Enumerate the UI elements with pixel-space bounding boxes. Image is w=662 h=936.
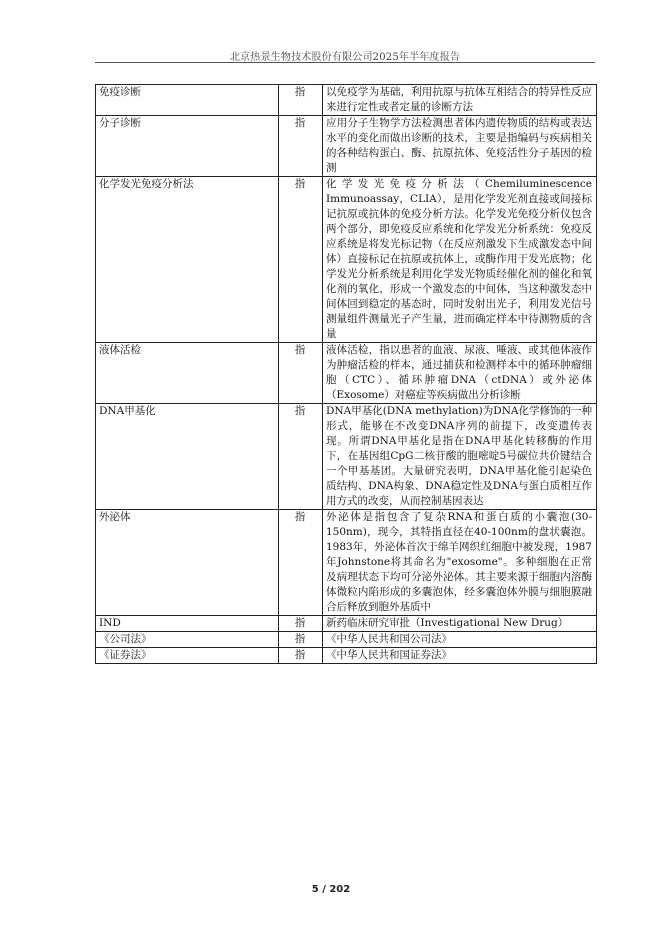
table-row [96,404,597,510]
term-cell: 化学发光免疫分析法 [96,177,279,343]
term-cell: DNA甲基化 [96,404,279,510]
table-row [96,343,597,404]
table-row [96,510,597,616]
term-cell: 免疫诊断 [96,85,279,116]
table-row [96,616,597,632]
table-row [96,85,597,116]
refer-cell: 指 [279,616,323,632]
header-rule [95,62,595,63]
term-cell: 分子诊断 [96,116,279,177]
table-row [96,648,597,664]
refer-cell: 指 [279,116,323,177]
refer-cell: 指 [279,177,323,343]
definitions-table [95,84,597,664]
definition-cell: 应用分子生物学方法检测患者体内遗传物质的结构或表达水平的变化而做出诊断的技术，主要是指编码与疾病相关的各种结构蛋白、酶、抗原抗体、免疫活性分子基因的检测 [323,116,597,177]
refer-cell: 指 [279,648,323,664]
refer-cell: 指 [279,510,323,616]
table-row [96,116,597,177]
page-header: 北京热景生物技术股份有限公司2025年半年度报告 [229,52,461,63]
refer-cell: 指 [279,85,323,116]
table-row [96,632,597,648]
term-cell: 外泌体 [96,510,279,616]
definition-cell: 化学发光免疫分析法（Chemiluminescence Immunoassay，CLIA），是用化学发光剂直接或间接标记抗原或抗体的免疫分析方法。化学发光免疫分析仪包含两个部分，即免疫反应系统和化学发光分析系统：免疫反应系统是将发光标记物（在反应剂激发下生成激发态中间体）直接标记在抗原或抗体上，或酶作用于发光底物；化学发光分析系统是利用化学发光物质经催化剂的催化和氧化剂的氧化，形成一个激发态的中间体，当这种激发态中间体回到稳定的基态时，同时发射出光子，利用发光信号测量组件测量光子产生量，进而确定样本中待测物质的含量 [323,177,597,343]
refer-cell: 指 [279,404,323,510]
definition-cell: 新药临床研究审批（Investigational New Drug） [323,616,597,632]
definition-cell: 以免疫学为基础，利用抗原与抗体互相结合的特异性反应来进行定性或者定量的诊断方法 [323,85,597,116]
definition-cell: DNA甲基化(DNA methylation)为DNA化学修饰的一种形式，能够在不改变DNA序列的前提下，改变遗传表现。所谓DNA甲基化是指在DNA甲基化转移酶的作用下，在基因组CpG二核苷酸的胞嘧啶5号碳位共价键结合一个甲基基团。大量研究表明，DNA甲基化能引起染色质结构、DNA构象、DNA稳定性及DNA与蛋白质相互作用方式的改变，从而控制基因表达 [323,404,597,510]
term-cell: 《公司法》 [96,632,279,648]
refer-cell: 指 [279,632,323,648]
page-number: 5 / 202 [311,884,351,895]
refer-cell: 指 [279,343,323,404]
definition-cell: 《中华人民共和国证券法》 [323,648,597,664]
definition-cell: 液体活检，指以患者的血液、尿液、唾液、或其他体液作为肿瘤活检的样本，通过捕获和检测样本中的循环肿瘤细胞（CTC）、循环肿瘤DNA（ctDNA）或外泌体（Exosome）对癌症等疾病做出分析诊断 [323,343,597,404]
term-cell: 液体活检 [96,343,279,404]
term-cell: 《证券法》 [96,648,279,664]
definition-cell: 外泌体是指包含了复杂RNA和蛋白质的小囊泡(30-150nm)，现今，其特指直径在40-100nm的盘状囊泡。1983年，外泌体首次于绵羊网织红细胞中被发现，1987年Johnstone将其命名为"exosome"。多种细胞在正常及病理状态下均可分泌外泌体。其主要来源于细胞内溶酶体微粒内陷形成的多囊泡体，经多囊泡体外膜与细胞膜融合后释放到胞外基质中 [323,510,597,616]
table-row [96,177,597,343]
definition-cell: 《中华人民共和国公司法》 [323,632,597,648]
term-cell: IND [96,616,279,632]
